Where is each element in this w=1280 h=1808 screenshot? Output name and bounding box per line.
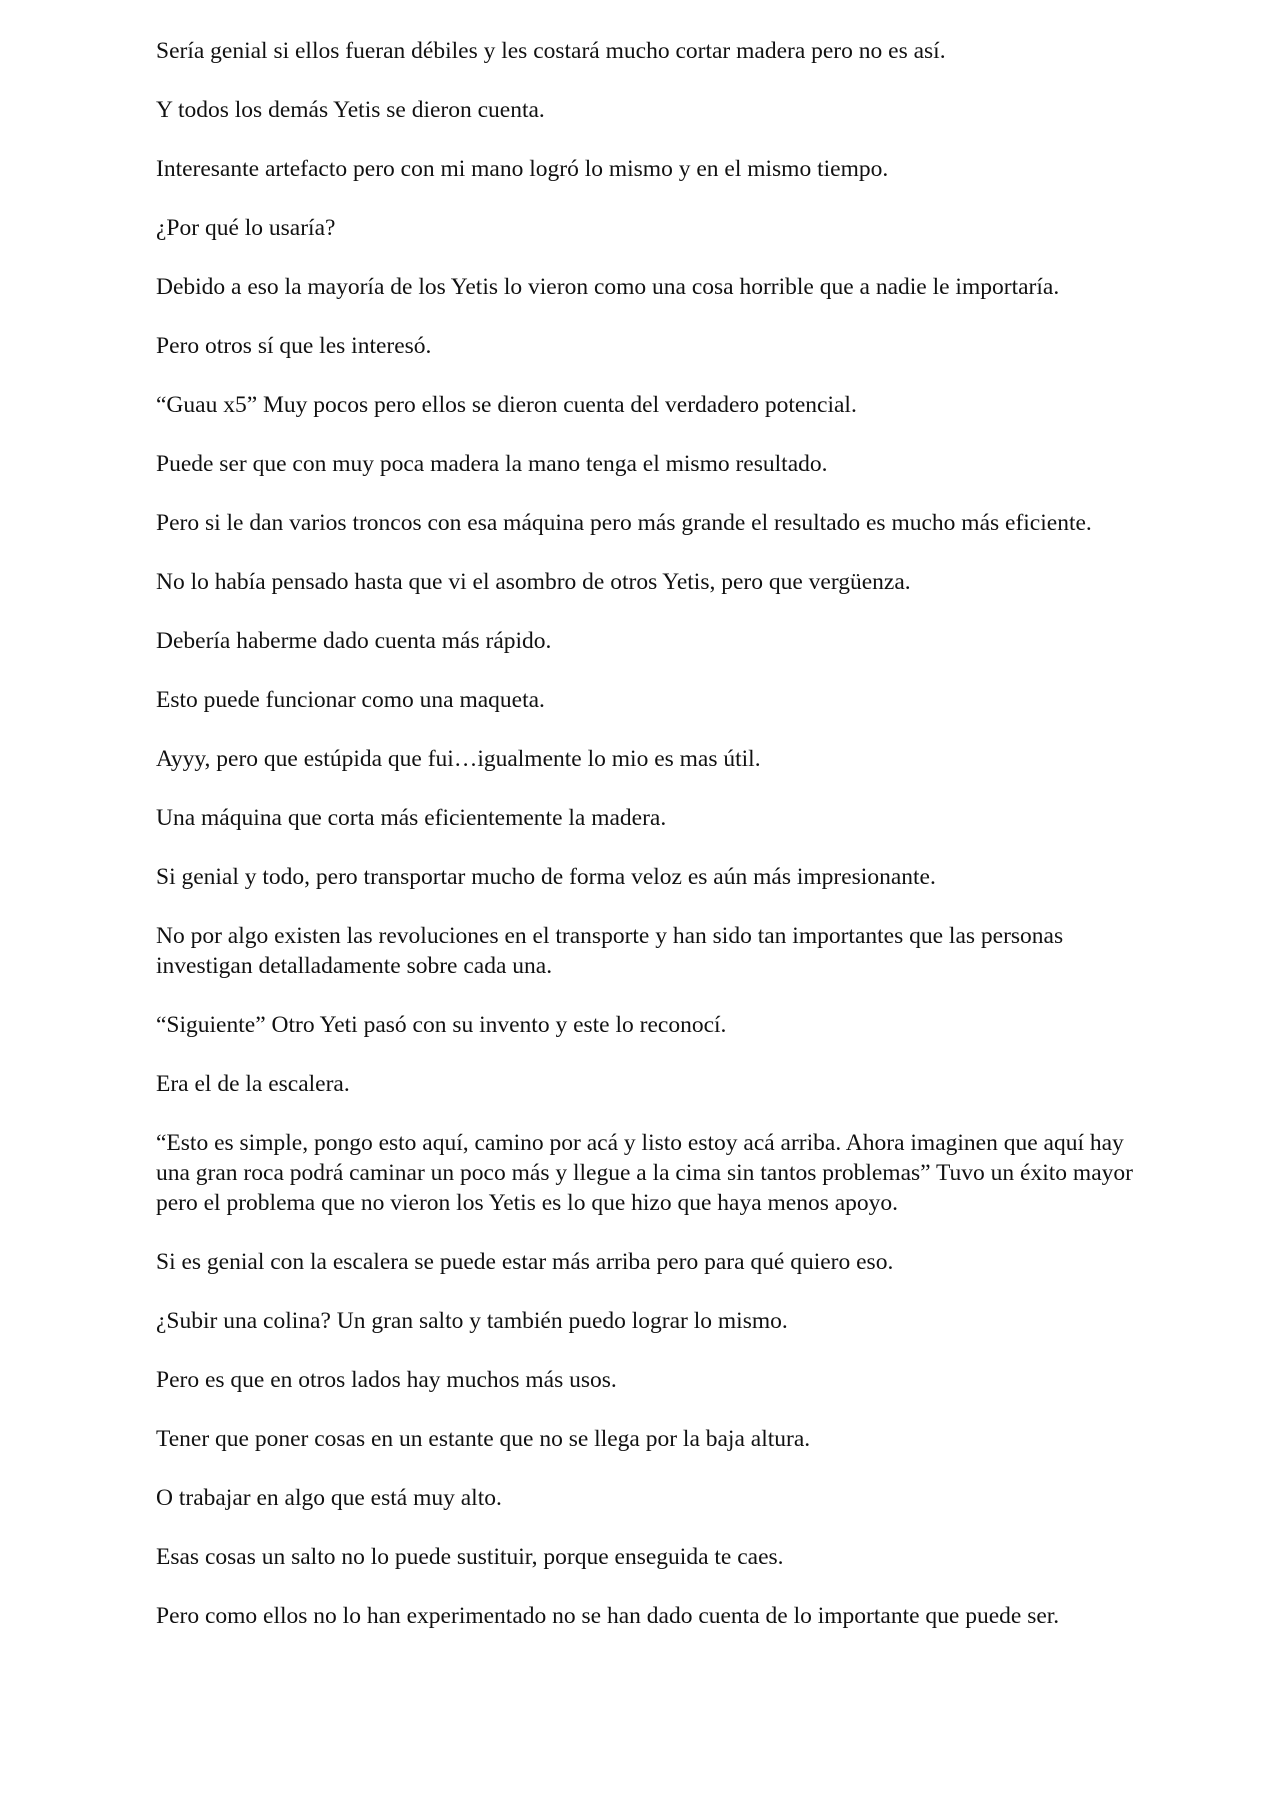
paragraph: Esas cosas un salto no lo puede sustituir, porque enseguida te caes. (156, 1544, 784, 1570)
paragraph: “Guau x5” Muy pocos pero ellos se dieron cuenta del verdadero potencial. (156, 392, 857, 418)
paragraph: Interesante artefacto pero con mi mano logró lo mismo y en el mismo tiempo. (156, 156, 889, 182)
paragraph: Esto puede funcionar como una maqueta. (156, 687, 545, 713)
paragraph: No por algo existen las revoluciones en el transporte y han sido tan importantes que las personas investigan detalladamente sobre cada una. (156, 923, 1064, 979)
paragraph: Y todos los demás Yetis se dieron cuenta. (156, 97, 545, 123)
paragraph: Era el de la escalera. (156, 1071, 350, 1097)
paragraph: Ayyy, pero que estúpida que fui…igualmente lo mio es mas útil. (156, 746, 761, 772)
paragraph: Sería genial si ellos fueran débiles y les costará mucho cortar madera pero no es así. (156, 38, 946, 64)
paragraph: ¿Por qué lo usaría? (156, 215, 336, 241)
paragraph: No lo había pensado hasta que vi el asombro de otros Yetis, pero que vergüenza. (156, 569, 911, 595)
paragraph: Si es genial con la escalera se puede estar más arriba pero para qué quiero eso. (156, 1249, 894, 1275)
paragraph: Pero otros sí que les interesó. (156, 333, 432, 359)
paragraph: O trabajar en algo que está muy alto. (156, 1485, 502, 1511)
paragraph: Pero como ellos no lo han experimentado no se han dado cuenta de lo importante que puede ser. (156, 1603, 1060, 1629)
paragraph: Tener que poner cosas en un estante que no se llega por la baja altura. (156, 1426, 811, 1452)
paragraph: Si genial y todo, pero transportar mucho de forma veloz es aún más impresionante. (156, 864, 936, 890)
paragraph: Pero si le dan varios troncos con esa máquina pero más grande el resultado es mucho más eficiente. (156, 510, 1092, 536)
paragraph: Una máquina que corta más eficientemente la madera. (156, 805, 667, 831)
paragraph: “Siguiente” Otro Yeti pasó con su invento y este lo reconocí. (156, 1012, 727, 1038)
paragraph: ¿Subir una colina? Un gran salto y también puedo lograr lo mismo. (156, 1308, 788, 1334)
paragraph: Debido a eso la mayoría de los Yetis lo vieron como una cosa horrible que a nadie le importaría. (156, 274, 1060, 300)
paragraph: “Esto es simple, pongo esto aquí, camino por acá y listo estoy acá arriba. Ahora imaginen que aquí hay una gran roca podrá caminar un poco más y llegue a la cima sin tantos problemas” Tuvo un éxito mayor pero el problema que no vieron los Yetis es lo que hizo que haya menos apoyo. (156, 1130, 1133, 1216)
paragraph: Debería haberme dado cuenta más rápido. (156, 628, 552, 654)
document-body (156, 36, 1146, 1660)
paragraph: Pero es que en otros lados hay muchos más usos. (156, 1367, 617, 1393)
paragraph: Puede ser que con muy poca madera la mano tenga el mismo resultado. (156, 451, 828, 477)
